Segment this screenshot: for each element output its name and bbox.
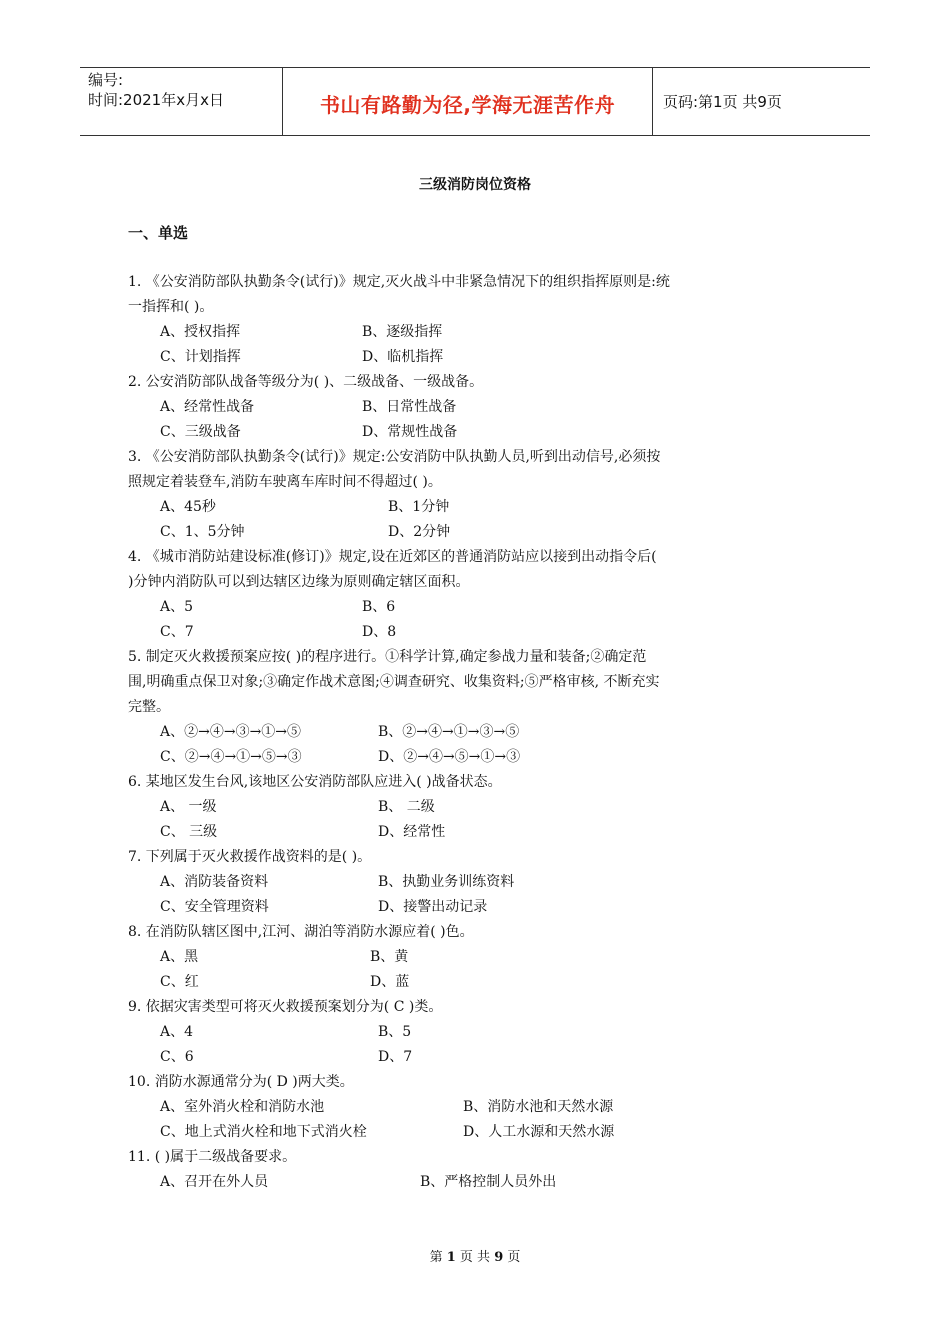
answer-option: B、执勤业务训练资料 [378,874,515,890]
answer-option: A、消防装备资料 [160,874,269,890]
answer-option: A、45秒 [160,499,216,515]
answer-option: D、8 [362,624,397,640]
answer-option: A、4 [160,1024,194,1040]
question-text: 围,明确重点保卫对象;③确定作战术意图;④调查研究、收集资料;⑤严格审核, 不断充实 [128,674,660,690]
question-text: 4. 《城市消防站建设标准(修订)》规定,设在近郊区的普通消防站应以接到出动指令后( [128,549,657,565]
option-row [128,495,828,520]
question-text: 1. 《公安消防部队执勤条令(试行)》规定,灭火战斗中非紧急情况下的组织指挥原则是:统 [128,274,670,290]
answer-option: A、②→④→③→①→⑤ [160,724,302,740]
question-text: 6. 某地区发生台风,该地区公安消防部队应进入( )战备状态。 [128,774,502,790]
answer-option: D、蓝 [370,974,410,990]
answer-option: C、地上式消火栓和地下式消火栓 [160,1124,367,1140]
answer-option: D、2分钟 [388,524,451,540]
question-text: 2. 公安消防部队战备等级分为( )、二级战备、一级战备。 [128,374,484,390]
answer-option: A、经常性战备 [160,399,255,415]
question-text: 一指挥和( )。 [128,299,214,315]
question-item [128,545,828,645]
option-row [128,970,828,995]
answer-option: B、日常性战备 [362,399,457,415]
question-text: 8. 在消防队辖区图中,江河、湖泊等消防水源应着( )色。 [128,924,474,940]
question-item [128,1145,828,1195]
question-item [128,445,828,545]
header-page-info: 页码:第1页 共9页 [663,93,782,111]
answer-option: A、授权指挥 [160,324,241,340]
answer-option: B、5 [378,1024,412,1040]
answer-option: D、②→④→⑤→①→③ [378,749,521,765]
question-text: 10. 消防水源通常分为( D )两大类。 [128,1074,354,1090]
option-row [128,870,828,895]
question-item [128,270,828,370]
answer-option: C、1、5分钟 [160,524,245,540]
answer-option: D、人工水源和天然水源 [463,1124,615,1140]
footer-middle: 页 共 [459,1250,491,1265]
answer-option: D、接警出动记录 [378,899,488,915]
section-title: 一、单选 [128,224,189,242]
answer-option: A、室外消火栓和消防水池 [160,1099,325,1115]
option-row [128,620,828,645]
question-item [128,1070,828,1145]
header-meta [80,68,282,135]
footer-page-number: 1 [446,1250,456,1265]
answer-option: B、②→④→①→③→⑤ [378,724,520,740]
question-text: 3. 《公安消防部队执勤条令(试行)》规定:公安消防中队执勤人员,听到出动信号,必须按 [128,449,661,465]
answer-option: D、常规性战备 [362,424,458,440]
answer-option: B、黄 [370,949,409,965]
option-row [128,945,828,970]
option-row [128,1045,828,1070]
question-text: 完整。 [128,699,170,715]
option-row [128,1095,828,1120]
document-date-label: 时间:2021年x月x日 [88,91,224,109]
footer-prefix: 第 [429,1250,443,1265]
option-row [128,595,828,620]
answer-option: D、临机指挥 [362,349,444,365]
option-row [128,420,828,445]
option-row [128,820,828,845]
header-motto-cell [282,68,653,135]
answer-option: B、 二级 [378,799,435,815]
question-item [128,845,828,920]
answer-option: A、黑 [160,949,199,965]
document-number-label: 编号: [88,71,124,89]
option-row [128,520,828,545]
answer-option: B、消防水池和天然水源 [463,1099,614,1115]
answer-option: B、逐级指挥 [362,324,443,340]
footer-suffix: 页 [507,1250,521,1265]
answer-option: B、1分钟 [388,499,450,515]
answer-option: B、严格控制人员外出 [420,1174,557,1190]
page-title: 三级消防岗位资格 [419,177,531,193]
question-item [128,920,828,995]
option-row [128,720,828,745]
question-text: 5. 制定灭火救援预案应按( )的程序进行。①科学计算,确定参战力量和装备;②确定范 [128,649,647,665]
question-text: 7. 下列属于灭火救援作战资料的是( )。 [128,849,372,865]
question-list [128,270,828,1195]
option-row [128,745,828,770]
footer-total-pages: 9 [494,1250,504,1265]
option-row [128,395,828,420]
question-text: 照规定着装登车,消防车驶离车库时间不得超过( )。 [128,474,442,490]
answer-option: A、5 [160,599,194,615]
answer-option: C、7 [160,624,194,640]
option-row [128,345,828,370]
answer-option: B、6 [362,599,396,615]
answer-option: C、红 [160,974,199,990]
answer-option: C、②→④→①→⑤→③ [160,749,302,765]
header-motto: 书山有路勤为径,学海无涯苦作舟 [319,93,616,117]
page-footer [0,1246,950,1265]
question-text: )分钟内消防队可以到达辖区边缘为原则确定辖区面积。 [128,574,470,590]
answer-option: A、召开在外人员 [160,1174,269,1190]
answer-option: C、6 [160,1049,194,1065]
answer-option: D、经常性 [378,824,446,840]
question-text: 9. 依据灾害类型可将灭火救援预案划分为( C )类。 [128,999,443,1015]
answer-option: C、计划指挥 [160,349,241,365]
option-row [128,320,828,345]
option-row [128,895,828,920]
option-row [128,795,828,820]
answer-option: A、 一级 [160,799,217,815]
option-row [128,1120,828,1145]
answer-option: D、7 [378,1049,413,1065]
question-item [128,370,828,445]
answer-option: C、安全管理资料 [160,899,269,915]
question-item [128,645,828,770]
question-text: 11. ( )属于二级战备要求。 [128,1149,297,1165]
question-item [128,770,828,845]
answer-option: C、 三级 [160,824,218,840]
header-table [80,67,870,136]
answer-option: C、三级战备 [160,424,241,440]
option-row [128,1020,828,1045]
option-row [128,1170,828,1195]
question-item [128,995,828,1070]
